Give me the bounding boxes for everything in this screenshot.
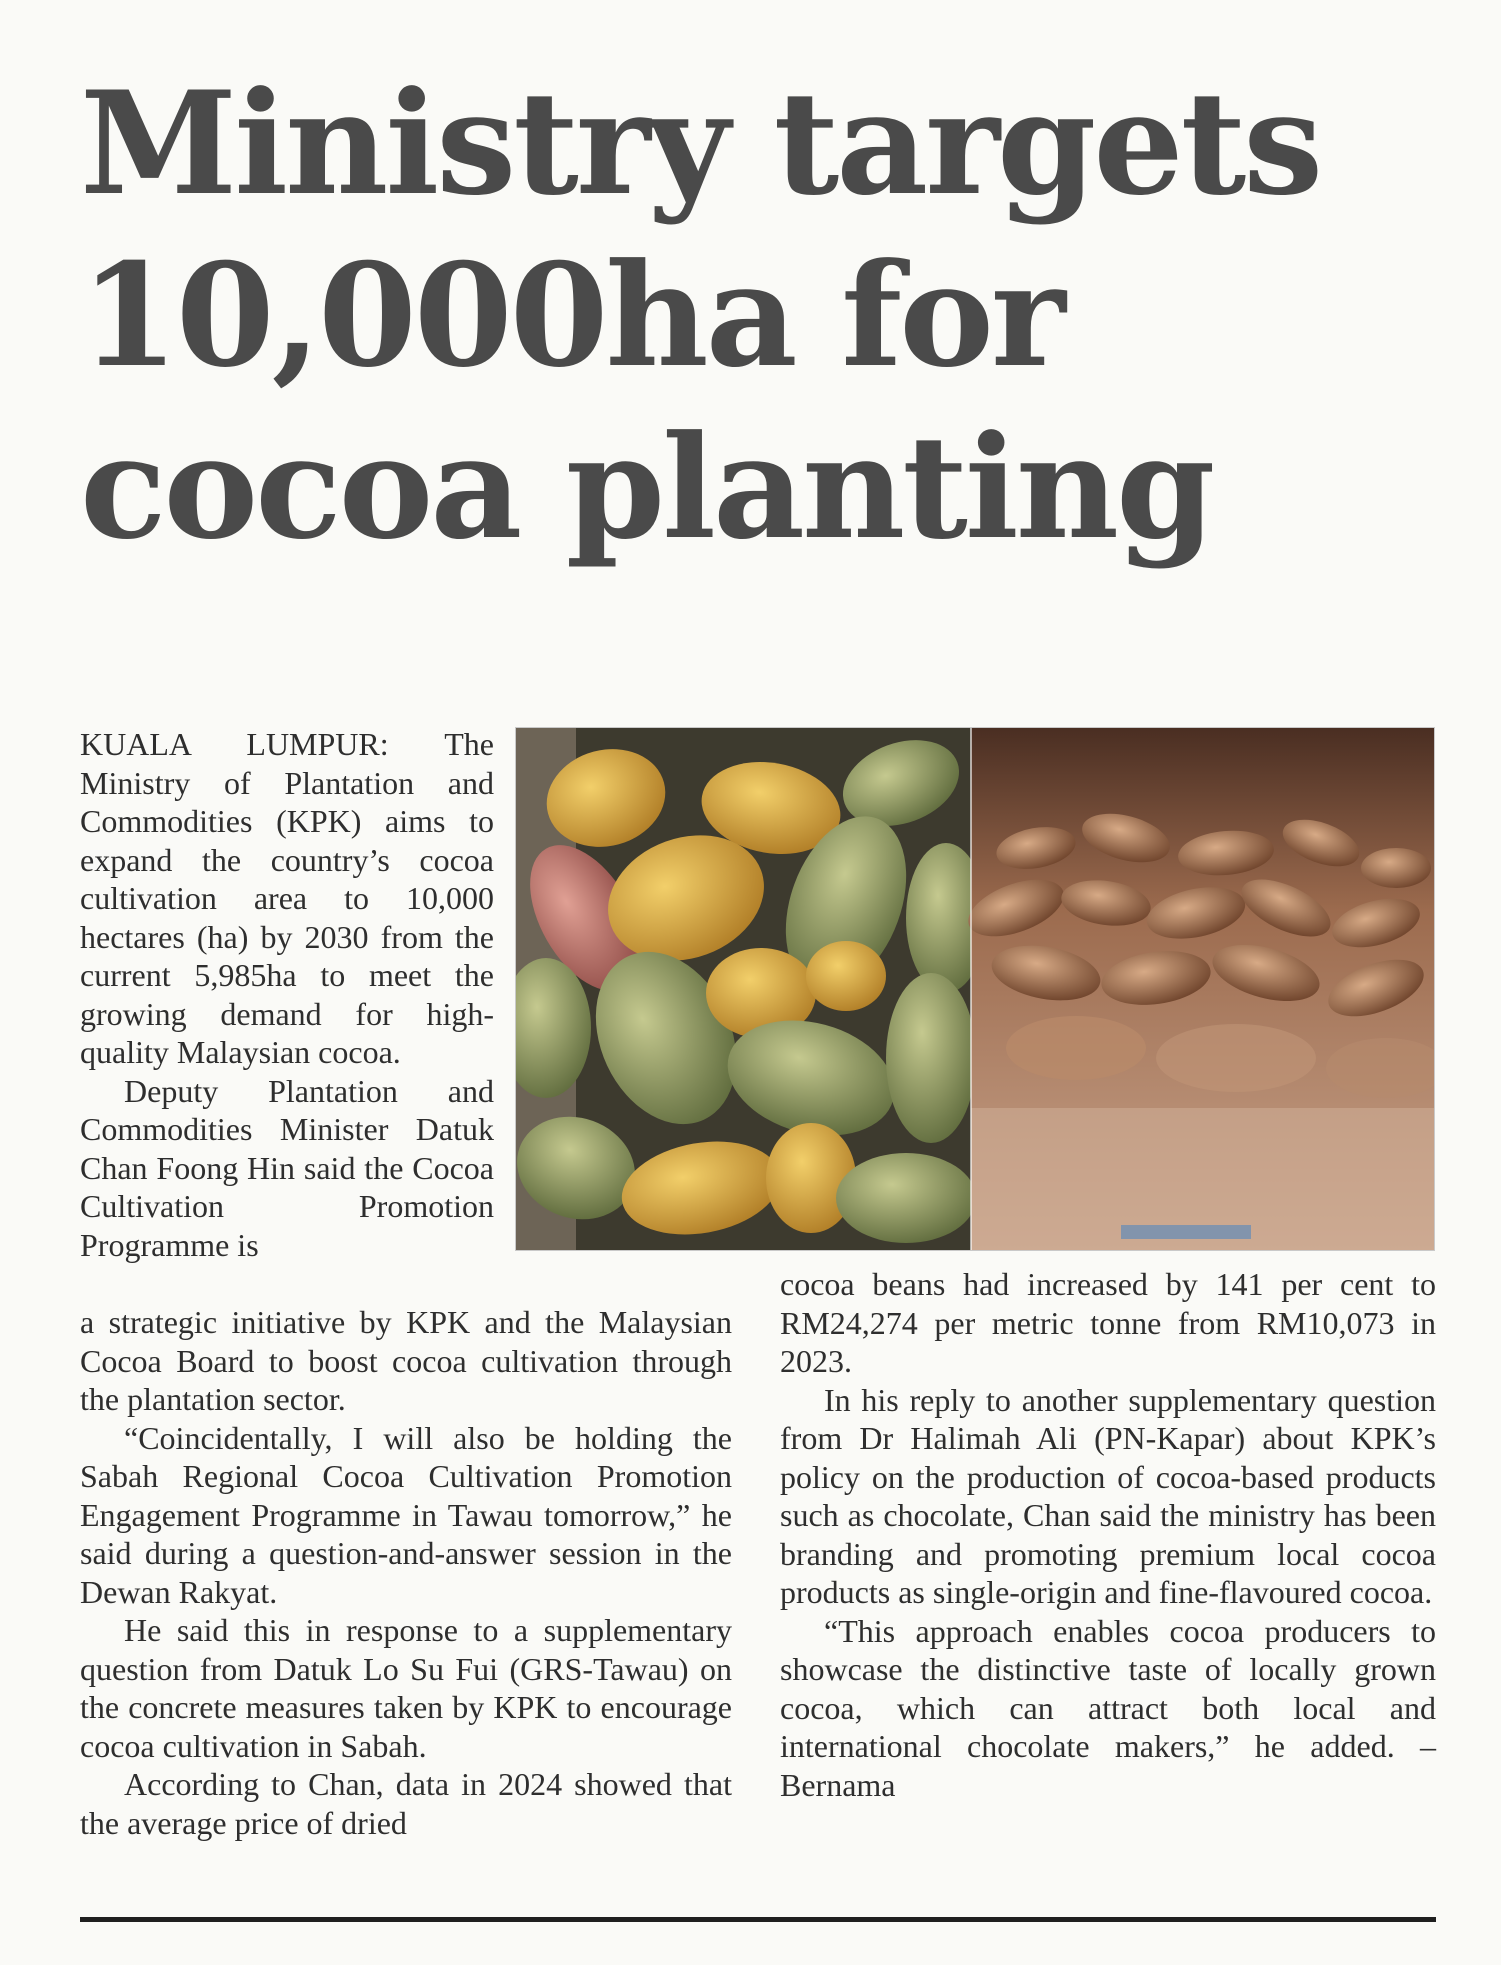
- article-column-left-bottom: [80, 1303, 732, 1842]
- cocoa-photo-image: [516, 728, 1434, 1250]
- photo-credit-bar: [1121, 1225, 1251, 1239]
- cocoa-beans-image: [961, 728, 1434, 1250]
- paragraph-minister: Deputy Plantation and Commodities Minister Datuk Chan Foong Hin said the Cocoa Cultivation Promotion Programme is: [80, 1072, 494, 1263]
- article-column-left-top: [80, 725, 494, 1264]
- headline-line-3: cocoa planting: [80, 405, 1213, 571]
- cocoa-pods-image: [516, 728, 986, 1250]
- cocoa-photo: [515, 727, 1435, 1251]
- headline: [80, 58, 1440, 574]
- article-column-right: [780, 1265, 1436, 1804]
- bottom-rule: [80, 1917, 1436, 1922]
- paragraph-response: He said this in response to a supplementary question from Datuk Lo Su Fui (GRS-Tawau) on the concrete measures taken by KPK to encourage cocoa cultivation in Sabah.: [80, 1612, 732, 1764]
- paragraph-quote-sabah: “Coincidentally, I will also be holding the Sabah Regional Cocoa Cultivation Promotion Engagement Programme in Tawau tomorrow,” he said during a question-and-answer session in the Dewan Rakyat.: [80, 1419, 732, 1610]
- paragraph-closing-quote: “This approach enables cocoa producers to showcase the distinctive taste of locally grown cocoa, which can attract both local and international chocolate makers,” he added. –Bernama: [780, 1612, 1436, 1803]
- headline-line-2: 10,000ha for: [80, 233, 1063, 399]
- paragraph-initiative: a strategic initiative by KPK and the Malaysian Cocoa Board to boost cocoa cultivation through the plantation sector.: [80, 1304, 732, 1417]
- paragraph-price-data: According to Chan, data in 2024 showed that the average price of dried: [80, 1766, 732, 1841]
- headline-line-1: Ministry targets: [80, 61, 1321, 227]
- paragraph-price-continued: cocoa beans had increased by 141 per cent to RM24,274 per metric tonne from RM10,073 in 2023.: [780, 1266, 1436, 1379]
- paragraph-lead: KUALA LUMPUR: The Ministry of Plantation and Commodities (KPK) aims to expand the country’s cocoa cultivation area to 10,000 hectares (ha) by 2030 from the current 5,985ha to meet the growing demand for high-quality Malaysian cocoa.: [80, 726, 494, 1070]
- paragraph-branding: In his reply to another supplementary question from Dr Halimah Ali (PN-Kapar) about KPK’s policy on the production of cocoa-based products such as chocolate, Chan said the ministry has been branding and promoting premium local cocoa products as single-origin and fine-flavoured cocoa.: [780, 1381, 1436, 1610]
